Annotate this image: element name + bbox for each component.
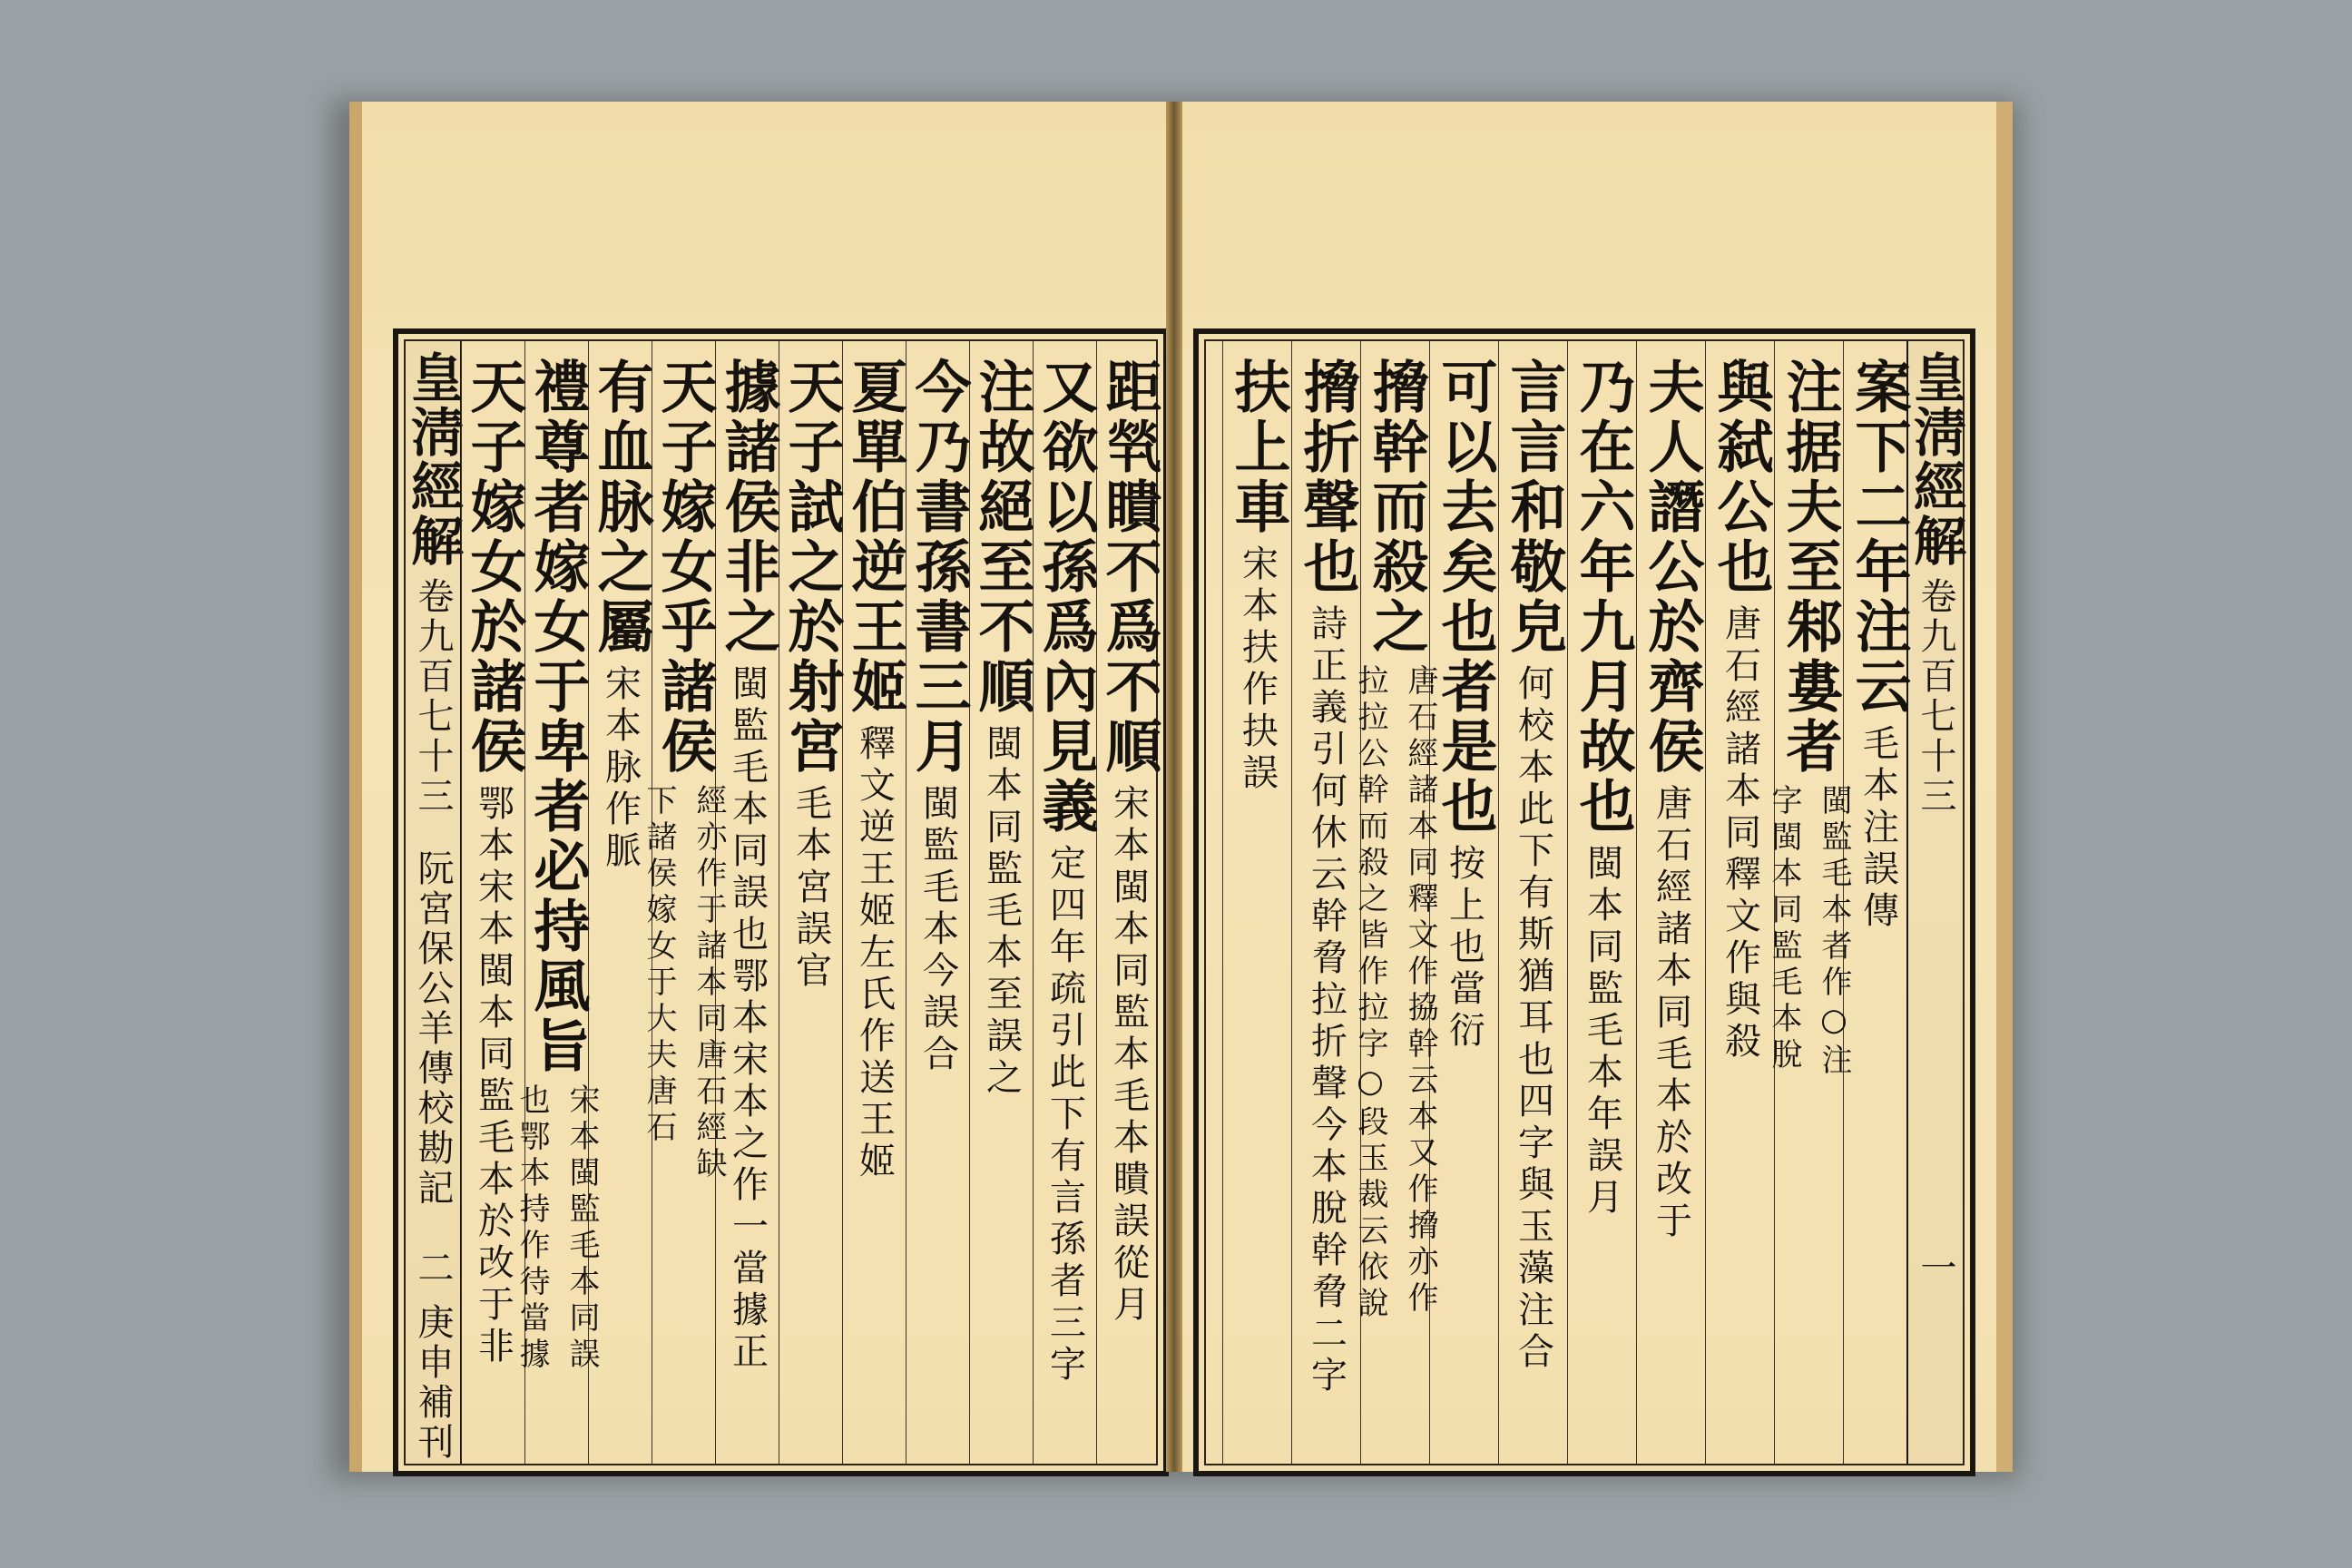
left-page-column [1096, 341, 1161, 1464]
note-line: 詩正義引何休云幹脅拉折聲今本脫幹脅二字 [1305, 604, 1348, 1397]
column-note [1853, 724, 1905, 933]
column-note [1508, 664, 1560, 1374]
column-main-text: 與弑公也 [1708, 358, 1774, 597]
note-line: 何校本此下有斯猶耳也四字與玉藻注合 [1512, 664, 1554, 1374]
left-page-column [641, 341, 727, 1464]
book-gutter [1166, 102, 1182, 1472]
column-note [1577, 844, 1629, 1220]
column-main-text: 夫人譖公於齊侯 [1639, 358, 1705, 777]
column-main-text: 乃在六年九月故也 [1570, 358, 1636, 837]
note-line: 閩監毛本者作○注 [1816, 784, 1852, 1080]
left-page [349, 102, 1179, 1472]
column-note [595, 664, 647, 873]
right-page-column [1636, 341, 1706, 1464]
note-line: 唐石經諸本同釋文作與殺 [1719, 604, 1761, 1063]
left-fold-volume: 卷九百七十三 [412, 577, 454, 817]
column-note [1762, 784, 1857, 1080]
column-note [1103, 784, 1155, 1327]
column-note [1439, 844, 1491, 1053]
column-note [849, 724, 901, 1183]
right-text-frame [1193, 328, 1975, 1476]
note-line: 毛本注誤傳 [1857, 724, 1899, 933]
right-page-column [1567, 341, 1637, 1464]
column-main-text: 距㷀瞶不爲不順 [1096, 358, 1162, 777]
right-fold-column [1905, 341, 1966, 1464]
note-line: 唐石經諸本同毛本於改于 [1650, 784, 1692, 1243]
left-fold-mark: 庚申補刊 [412, 1303, 454, 1463]
note-line: 閩本同監毛本至誤之 [980, 724, 1023, 1100]
left-page-column [842, 341, 906, 1464]
column-main-text: 禮尊者嫁女于卑者必持風旨 [524, 358, 591, 1076]
left-page-column [906, 341, 970, 1464]
column-main-text: 又欲以孫爲內見義 [1033, 358, 1099, 837]
column-note [1232, 544, 1284, 795]
left-page-column [779, 341, 843, 1464]
left-text-frame [393, 328, 1169, 1476]
right-page-column [1498, 341, 1568, 1464]
note-line: 宋本扶作抉誤 [1236, 544, 1279, 795]
right-page-column [1352, 341, 1438, 1464]
column-main-text: 天子嫁女於諸侯 [461, 358, 527, 777]
column-note [1646, 784, 1698, 1243]
note-line: 下諸侯嫁女于大夫唐石 [641, 784, 677, 1147]
column-main-text: 注故絕至不順 [969, 358, 1035, 717]
right-page-column [1291, 341, 1361, 1464]
column-main-text: 搚幹而殺之 [1363, 358, 1429, 657]
left-fold-title: 皇淸經解 [402, 350, 464, 568]
right-page-column [1705, 341, 1775, 1464]
note-line: 閩監毛本同誤也鄂本宋本之作一當據正 [726, 664, 769, 1374]
left-page-column [969, 341, 1034, 1464]
note-line: 宋本脉作脈 [599, 664, 642, 873]
column-note [786, 784, 838, 993]
right-page-column [1222, 341, 1292, 1464]
note-line: 定四年疏引此下有言孫者三字 [1044, 844, 1086, 1387]
note-line: 鄂本宋本閩本同監毛本於改于非 [472, 784, 514, 1368]
note-line: 字閩本同監毛本脫 [1766, 784, 1802, 1074]
left-inner-border [402, 339, 1162, 1465]
note-line: 拉拉公幹而殺之皆作拉字○段玉裁云依說 [1352, 664, 1388, 1323]
left-fold-book-title: 阮宮保公羊傳校勘記 [412, 849, 454, 1209]
right-fold-leaf: 一 [1915, 1249, 1956, 1289]
note-line: 宋本閩本同監本毛本瞶誤從月 [1107, 784, 1150, 1327]
note-line: 宋本閩監毛本同誤 [564, 1083, 600, 1374]
right-page [1182, 102, 2013, 1472]
left-fold-leaf: 二 [412, 1249, 454, 1289]
column-main-text: 注据夫至邾婁者 [1777, 358, 1843, 777]
column-note [913, 784, 965, 1076]
column-main-text: 言言和敬皃 [1501, 358, 1567, 657]
column-main-text: 今乃書孫書三月 [906, 358, 972, 777]
column-main-text: 夏單伯逆王姬 [842, 358, 908, 717]
note-line: 按上也當衍 [1443, 844, 1485, 1053]
column-note [976, 724, 1028, 1100]
note-line: 閩監毛本今誤合 [916, 784, 959, 1076]
note-line: 也鄂本持作待當據 [514, 1083, 550, 1374]
column-main-text: 搚折聲也 [1294, 358, 1360, 597]
note-line: 經亦作于諸本同唐石經缺 [691, 784, 727, 1183]
right-page-column [1766, 341, 1852, 1464]
right-fold-title: 皇淸經解 [1905, 350, 1966, 568]
column-note [1301, 604, 1353, 1397]
column-note [1348, 664, 1443, 1323]
note-line: 閩本同監毛本年誤月 [1581, 844, 1623, 1220]
right-fold-volume: 卷九百七十三 [1915, 577, 1956, 817]
column-main-text: 天子嫁女乎諸侯 [652, 358, 718, 777]
note-line: 毛本宮誤官 [789, 784, 832, 993]
column-main-text: 案下二年注云 [1846, 358, 1912, 717]
left-fold-column [402, 341, 464, 1464]
left-page-column [1033, 341, 1097, 1464]
column-main-text: 據諸侯非之 [715, 358, 781, 657]
left-page-column [461, 341, 525, 1464]
column-note [1040, 844, 1092, 1387]
column-note [468, 784, 520, 1368]
column-main-text: 扶上車 [1225, 358, 1291, 537]
column-main-text: 可以去矣也者是也 [1432, 358, 1498, 837]
right-inner-border [1204, 339, 1965, 1465]
column-note [1715, 604, 1767, 1063]
left-page-column [514, 341, 600, 1464]
column-main-text: 天子試之於射宮 [779, 358, 845, 777]
note-line: 唐石經諸本同釋文作拹幹云本又作搚亦作 [1402, 664, 1438, 1318]
note-line: 釋文逆王姬左氏作送王姬 [853, 724, 896, 1183]
column-main-text: 有血脉之屬 [588, 358, 654, 657]
